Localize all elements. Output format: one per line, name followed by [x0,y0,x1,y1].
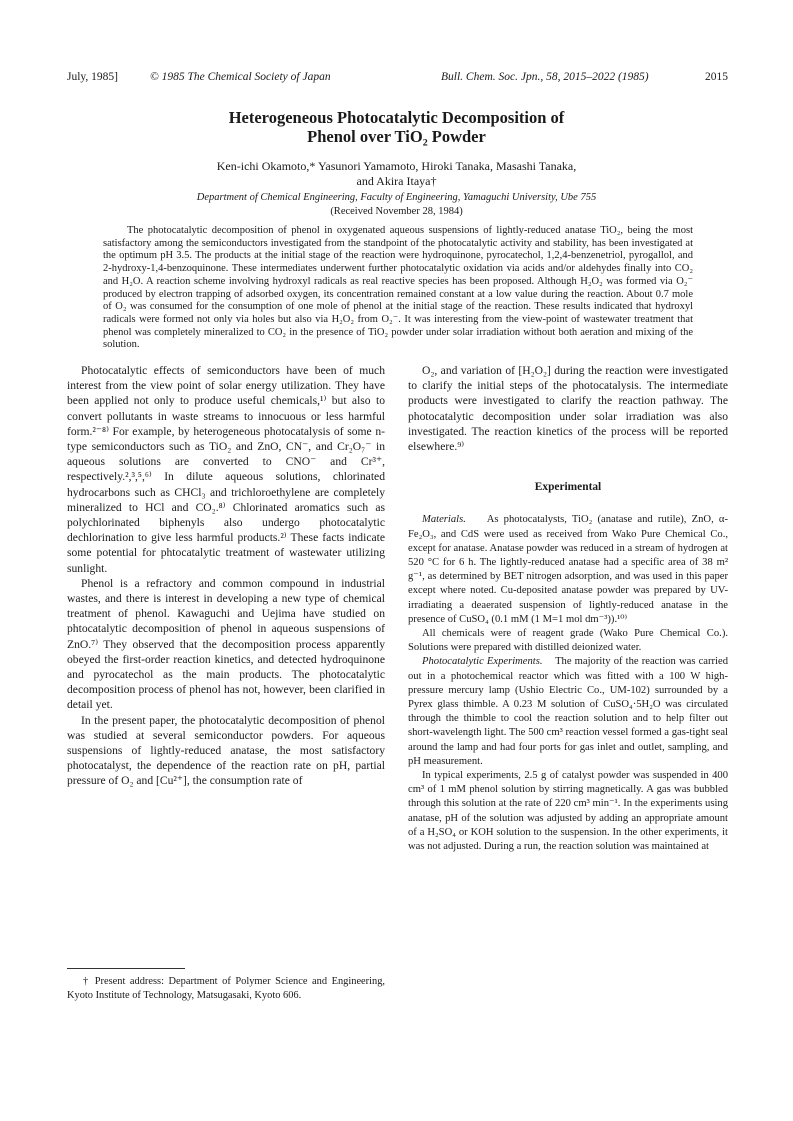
title-line-1: Heterogeneous Photocatalytic Decomposition of [228,108,565,127]
abstract: The photocatalytic decomposition of phenol in oxygenated aqueous suspensions of lightly-reduced anatase TiO₂, being the most satisfactory among the semiconductors investigated from the standpoint of the photocatalytic activity and stability, has been investigated at the optimum pH 3.5. The products at the initial stage of the reaction were hydroquinone, pyrocatechol, 1,2,4-benzenetriol, pyrogallol, and 2-hydroxy-1,4-benzoquinone. These intermediates underwent further photocatalytic oxidation via acids and/or aldehydes finally into CO₂ and H₂O. A reaction scheme involving hydroxyl radicals as real reactive species has been proposed. Although H₂O₂ was formed via O₂⁻ produced by electron trapping of adsorbed oxygen, its concentration remained constant at a low value during the reaction. About 0.7 mole of O₂ was consumed for the consumption of one mole of phenol at the initial stage of the reaction. These results indicated that hydroxyl radicals were formed not only via holes but also via H₂O₂ from O₂⁻. It was interesting from the view-point of wastewater treatment that phenol was completely mineralized to CO₂ in the presence of TiO₂ powder under solar irradiation without both aeration and mixing of the solution. [103,225,693,351]
right-column [408,363,728,854]
paper-title [0,108,793,146]
intro-paragraph-2: Phenol is a refractory and common compound in industrial wastes, and there is interest in developing a new type of chemical treatment of phenol. Kawaguchi and Uejima have studied on phtocatalytic decomposition of phenol in aqueous suspensions of ZnO.⁷⁾ They observed that the decomposition process apparently obeyed the first-order reaction kinetics, and detected hydroquinone and pyrocatechol as the main products. The photocatalytic decomposition process of phenol has not, however, been clarified in detail yet. [67,576,385,712]
photocatalytic-experiments-paragraph [408,655,728,769]
authors-line-2: and Akira Itaya† [356,174,437,188]
photo-text: The majority of the reaction was carried out in a photochemical reactor which was fitted with a 100 W high-pressure mercury lamp (Ushio Electric Co., UM-102) surrounded by a Pyrex glass thimble. A 0.23 M solution of CuSO₄·5H₂O was circulated through the thimble to cool the reaction solution and to help filter out short-wavelength light. The 500 cm³ reaction vessel formed a gas-tight seal around the lamp and had four ports for gas inlet and outlet, sampling, and pH measurement. [408,656,728,767]
section-title-experimental: Experimental [534,481,602,494]
intro-paragraph-3: In the present paper, the photocatalytic decomposition of phenol was studied at several semiconductor powders. For aqueous suspensions of lightly-reduced anatase, the most satisfactory photocatalyst, the dependence of the reaction rate on pH, partial pressure of O₂ and [Cu²⁺], the consumption rate of [67,713,385,788]
affiliation: Department of Chemical Engineering, Faculty of Engineering, Yamaguchi University, Ube 755 [196,192,597,203]
received-date: (Received November 28, 1984) [330,206,463,217]
materials-paragraph [408,513,728,627]
authors-line-1: Ken-ichi Okamoto,* Yasunori Yamamoto, Hiroki Tanaka, Masashi Tanaka, [216,159,577,173]
header-copyright: © 1985 The Chemical Society of Japan [150,71,331,83]
footnote-divider [67,968,185,969]
experimental-body [408,513,728,854]
typical-experiments-paragraph: In typical experiments, 2.5 g of catalyst powder was suspended in 400 cm³ of 1 mM phenol solution by stirring magnetically. A gas was bubbled through this solution at the rate of 220 cm³ min⁻¹. In the experiments using anatase, pH of the solution was adjusted by adding an appropriate amount of a H₂SO₄ or KOH solution to the suspension. In the other experiments, it was not adjusted. During a run, the reaction solution was maintained at [408,770,728,853]
chemicals-paragraph: All chemicals were of reagent grade (Wako Pure Chemical Co.). Solutions were prepared with distilled deionized water. [408,628,728,654]
photo-lead: Photocatalytic Experiments. [422,656,543,668]
header-journal: Bull. Chem. Soc. Jpn., 58, 2015–2022 (1985) [441,71,649,83]
left-column [67,363,385,789]
materials-text: As photocatalysts, TiO₂ (anatase and rutile), ZnO, α-Fe₂O₃, and CdS were used as received from Wako Pure Chemical Co., except for anatase. Anatase powder was reduced in a stream of hydrogen at 520 °C for 6 h. The lightly-reduced anatase had a specific area of 38 m² g⁻¹, as determined by BET nitrogen adsorption, and was used in this paper except where noted. Cu-deposited anatase powder was prepared by UV-irradiating a deaerated suspension of lightly-reduced anatase in the presence of CuSO₄ (0.1 mM (1 M=1 mol dm⁻³)).¹⁰⁾ [408,514,729,625]
intro-paragraph-continued: O₂, and variation of [H₂O₂] during the reaction were investigated to clarify the initial steps of the photocatalysis. The intermediate products were investigated to clarify the reaction pathway. The photocatalytic decomposition under solar irradiation was also investigated. The reaction kinetics of the process will be reported elsewhere.⁹⁾ [408,364,728,454]
author-list [0,159,793,189]
intro-paragraph-1: Photocatalytic effects of semiconductors have been of much interest from the view point of solar energy utilization. They have been applied not only to produce useful chemicals,¹⁾ but also to convert pollutants in waste streams to innocuous or less harmful form.²⁻⁸⁾ For example, by heterogeneous photocatalysis of some n-type semiconductors such as TiO₂ and ZnO, CN⁻, and Cr₂O₇⁻ in aqueous solutions are converted to CNO⁻ and Cr³⁺, respectively.²,³,⁵,⁶⁾ In dilute aqueous solutions, chlorinated hydrocarbons such as CHCl₃ and trichloroethylene are completely mineralized to HCl and CO₂.⁸⁾ Chlorinated aromatics such as polychlorinated biphenyls also undergo photocatalytic dechlorination to give less harmful products.²⁾ These facts indicate some potential for phtocatalytic treatment of wastewater utilizing sunlight. [67,364,385,575]
header-page-number: 2015 [705,71,728,83]
title-line-2: Phenol over TiO₂ Powder [307,127,486,146]
materials-lead: Materials. [422,514,466,526]
footnote: † Present address: Department of Polymer Science and Engineering, Kyoto Institute of Technology, Matsugasaki, Kyoto 606. [67,976,385,1001]
header-date: July, 1985] [67,71,119,83]
